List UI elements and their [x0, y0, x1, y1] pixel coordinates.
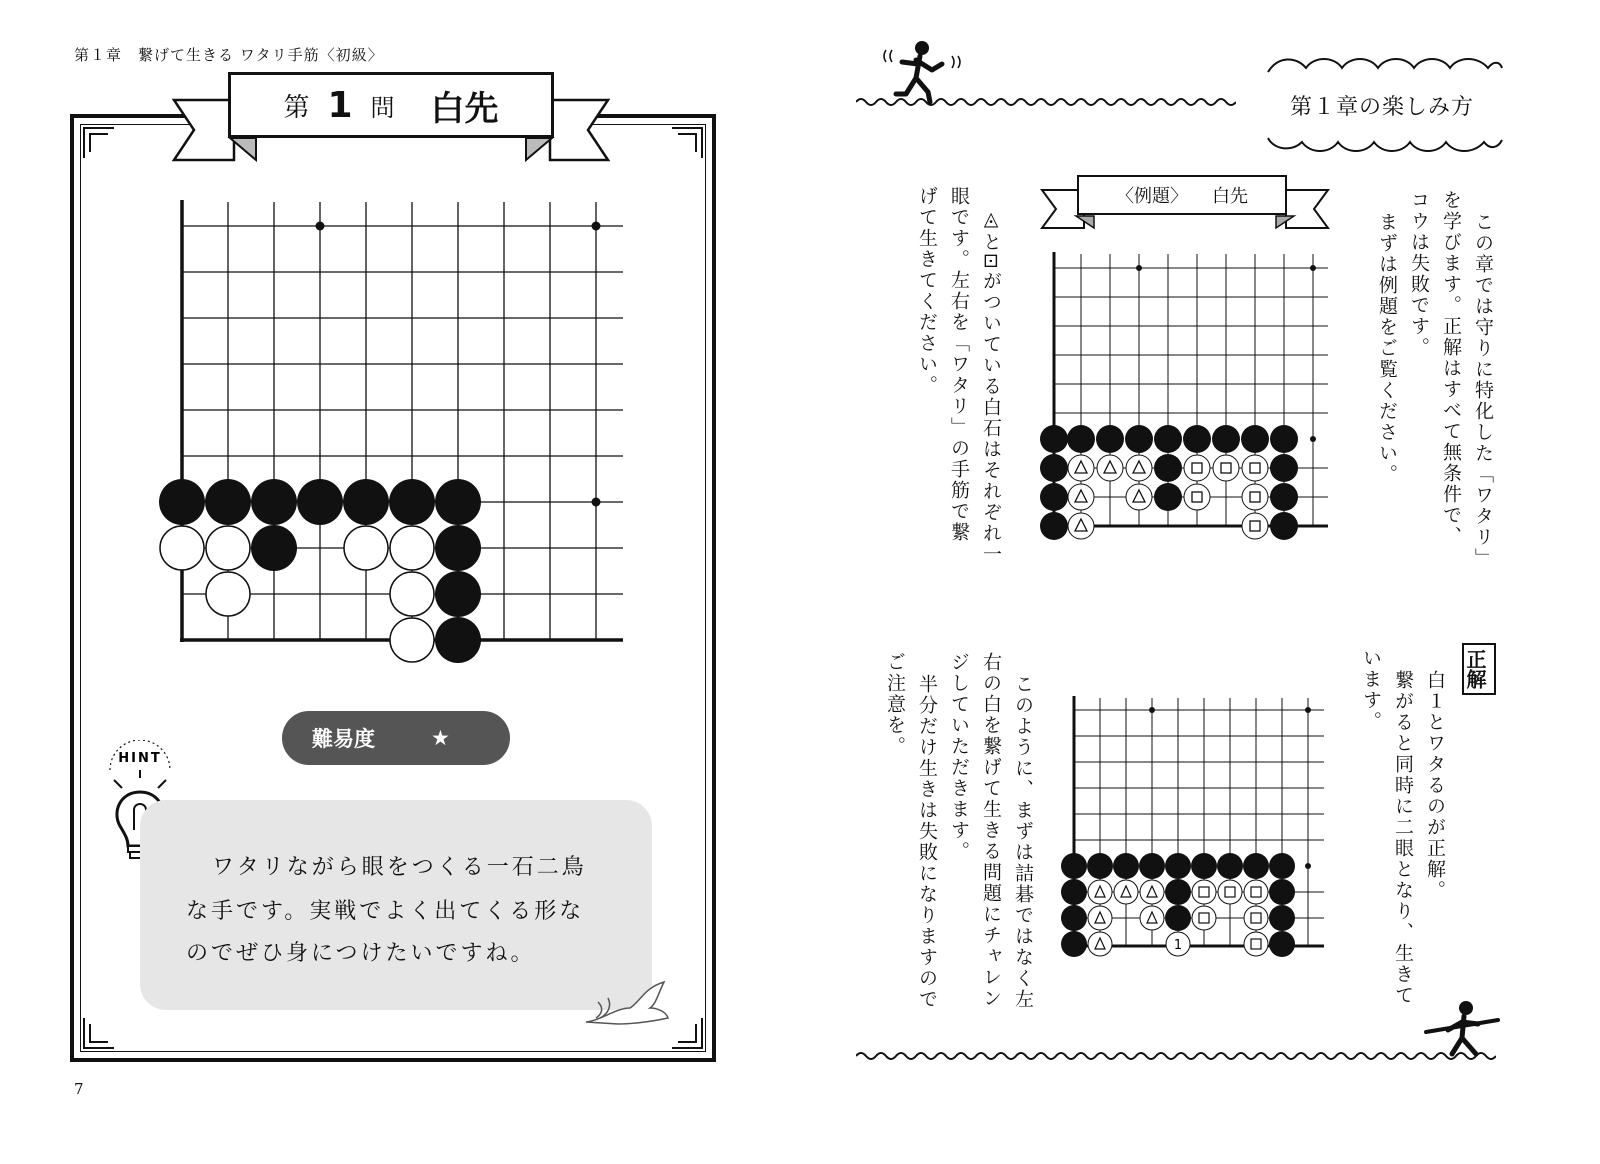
- bottom-wave-divider: [856, 1050, 1496, 1062]
- difficulty-badge: [282, 711, 510, 765]
- section-title: 第１章の楽しみ方: [1289, 95, 1474, 120]
- example-explanation-line-2: 眼です。左右を「ワタリ」の手筋で繋: [948, 186, 970, 543]
- answer-label: 正解: [1462, 643, 1496, 695]
- top-wave-divider: [856, 96, 1236, 108]
- dove-icon: [578, 978, 674, 1030]
- intro-line-1: この章では守りに特化した「ワタリ」: [1472, 212, 1494, 569]
- intro-line-4: まずは例題をご覧ください。: [1376, 212, 1398, 485]
- page-number: 7: [74, 1080, 84, 1098]
- problem-title-box: [228, 72, 554, 138]
- hint-line-3: のでぜひ身につけたいですね。: [186, 941, 536, 966]
- answer-go-board: [1058, 696, 1328, 966]
- difficulty-stars: ★: [431, 726, 450, 750]
- closing-line-3: ジしていただきます。: [948, 652, 970, 862]
- closing-line-5: ご注意を。: [884, 652, 906, 757]
- example-go-board: [1036, 250, 1336, 550]
- problem-to-play: 白先: [430, 88, 499, 129]
- intro-line-2: を学びます。正解はすべて無条件で、: [1440, 190, 1462, 547]
- problem-toi: 問: [370, 93, 395, 122]
- problem-go-board: [150, 190, 640, 680]
- hint-line-2: な手です。実戦でよく出てくる形な: [186, 899, 585, 924]
- example-explanation-line-3: げて生きてください。: [916, 186, 938, 396]
- closing-line-2: 右の白を繋げて生きる問題にチャレン: [980, 652, 1002, 1009]
- example-label-box: [1077, 175, 1287, 215]
- closing-line-1: このように、まずは詰碁ではなく左: [1012, 674, 1034, 1010]
- balancing-figure-icon: [1424, 998, 1502, 1060]
- problem-number: 1: [327, 84, 353, 126]
- hint-badge: HINT: [118, 751, 162, 766]
- difficulty-label: 難易度: [312, 727, 375, 751]
- running-header: 第１章 繋げて生きる ワタリ手筋〈初級〉: [74, 46, 384, 64]
- answer-line-2: 繋がると同時に二眼となり、生きて: [1392, 670, 1414, 1006]
- answer-line-3: います。: [1360, 648, 1382, 732]
- answer-line-1: 白１とワタるのが正解。: [1424, 670, 1446, 901]
- closing-line-4: 半分だけ生きは失敗になりますので: [916, 674, 938, 1010]
- example-label: 〈例題〉: [1116, 186, 1188, 207]
- example-to-play: 白先: [1212, 186, 1248, 207]
- problem-dai: 第: [283, 92, 310, 123]
- example-explanation-line-1: ◬と⊡がついている白石はそれぞれ一: [980, 208, 1002, 565]
- intro-line-3: コウは失敗です。: [1408, 190, 1430, 358]
- hint-line-1: ワタリながら眼をつくる一石二鳥: [212, 855, 587, 880]
- hint-box: [140, 800, 652, 1010]
- answer-move-number: 1: [1173, 938, 1183, 953]
